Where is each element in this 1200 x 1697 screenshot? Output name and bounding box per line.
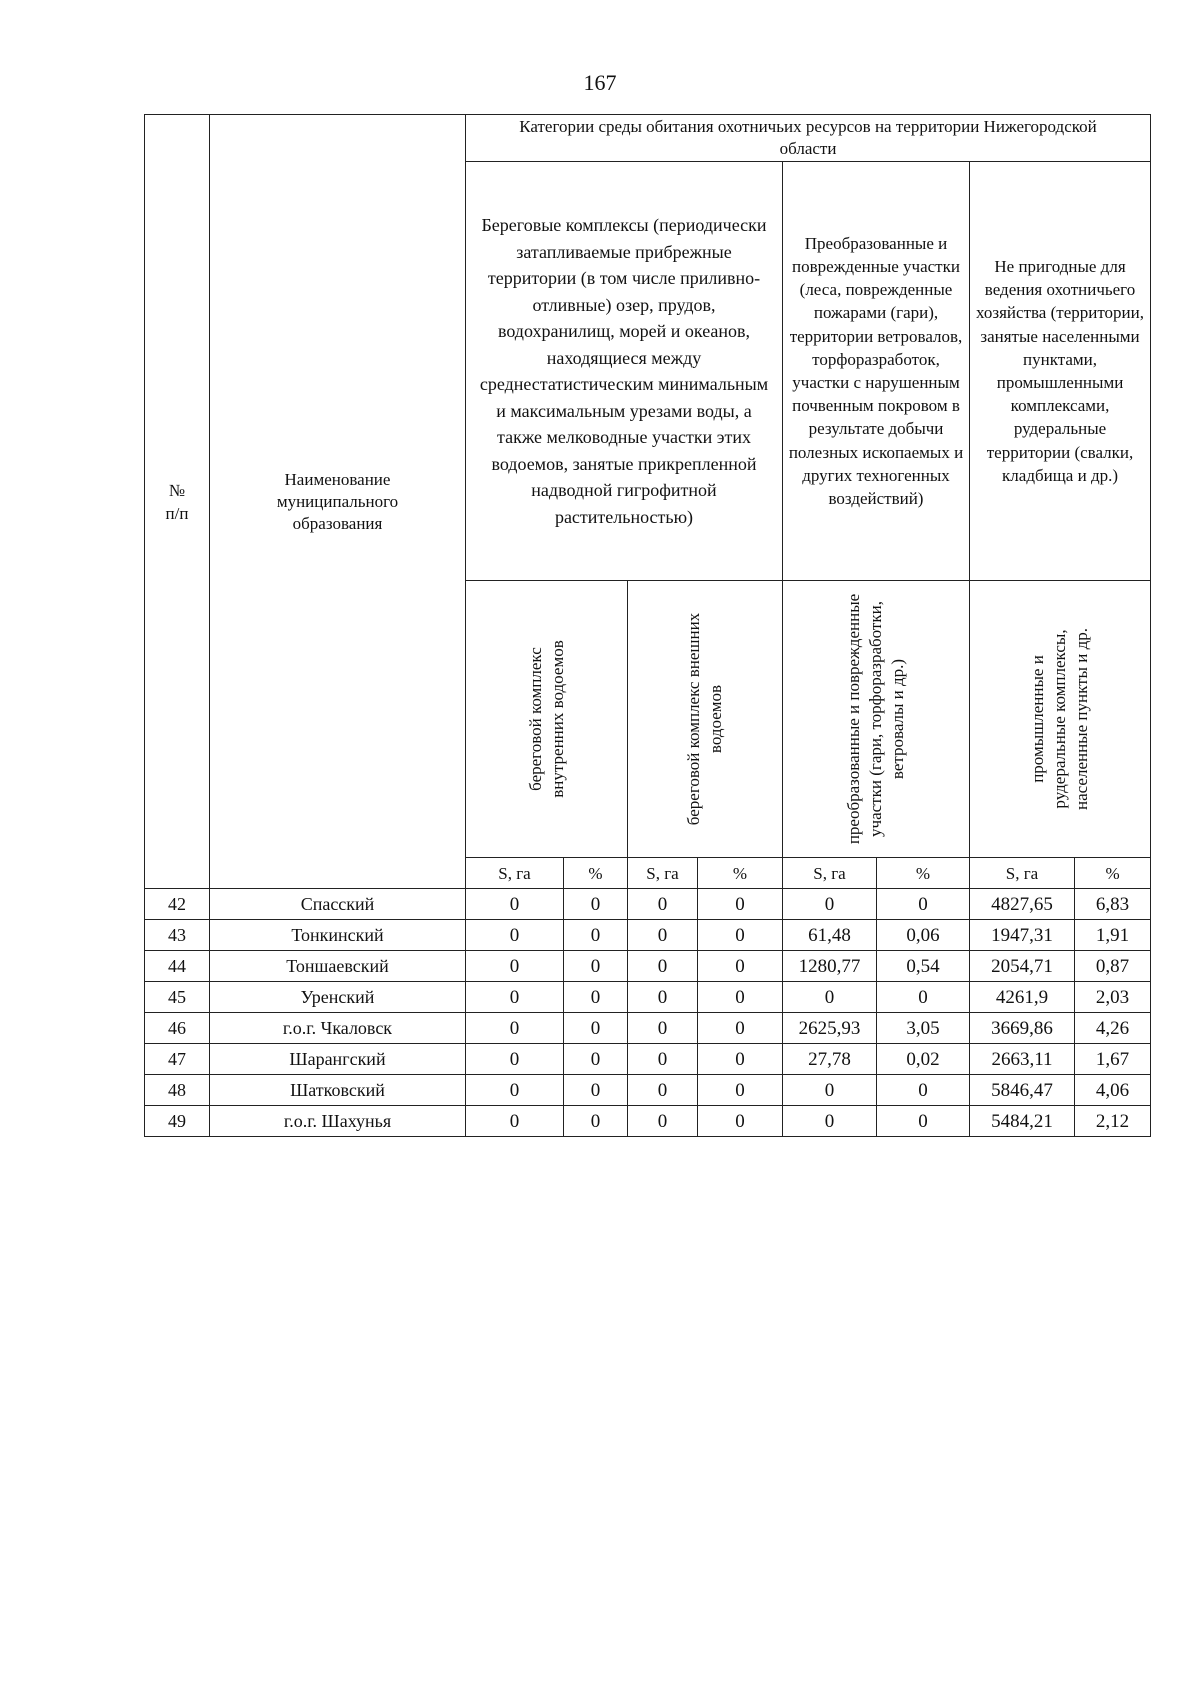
percent-cell: 0 [564, 951, 628, 982]
percent-cell: 0,06 [877, 920, 970, 951]
unit-area-1: S, га [466, 858, 564, 889]
area-cell: 0 [466, 1013, 564, 1044]
percent-cell: 0 [698, 1013, 783, 1044]
percent-cell: 0 [698, 1075, 783, 1106]
area-cell: 0 [628, 1013, 698, 1044]
area-cell: 0 [466, 1106, 564, 1137]
row-number: 48 [145, 1075, 210, 1106]
category-title-label: Категории среды обитания охотничьих ресурсов на территории Нижегородской области [519, 117, 1097, 158]
area-cell: 0 [466, 1044, 564, 1075]
percent-cell: 1,91 [1075, 920, 1151, 951]
municipality-name: Тонкинский [210, 920, 466, 951]
sub-header-outer-waters [628, 581, 783, 858]
unit-pct-4: % [1075, 858, 1151, 889]
percent-cell: 0 [564, 982, 628, 1013]
area-cell: 61,48 [783, 920, 877, 951]
area-cell: 0 [628, 889, 698, 920]
name-header-label: Наименование муниципального образования [276, 469, 399, 533]
group-coastal-header [466, 162, 783, 581]
percent-cell: 2,12 [1075, 1106, 1151, 1137]
unit-pct-1: % [564, 858, 628, 889]
percent-cell: 0 [564, 1075, 628, 1106]
area-cell: 0 [783, 982, 877, 1013]
row-number: 43 [145, 920, 210, 951]
area-cell: 0 [628, 920, 698, 951]
unit-area-2: S, га [628, 858, 698, 889]
row-number: 42 [145, 889, 210, 920]
area-cell: 27,78 [783, 1044, 877, 1075]
group-unsuitable-header [970, 162, 1151, 581]
percent-cell: 0 [877, 982, 970, 1013]
percent-cell: 0 [564, 920, 628, 951]
sub-header-transformed [783, 581, 970, 858]
num-header-label: № п/п [165, 480, 189, 523]
sub-header-inner-waters [466, 581, 628, 858]
area-cell: 0 [628, 1044, 698, 1075]
municipality-name: Тоншаевский [210, 951, 466, 982]
unit-pct-3: % [877, 858, 970, 889]
sub-header-inner-waters-label: береговой комплекс внутренних водоемов [525, 640, 567, 798]
area-cell: 0 [628, 982, 698, 1013]
area-cell: 0 [466, 951, 564, 982]
table-row [145, 1106, 1151, 1137]
row-number: 46 [145, 1013, 210, 1044]
area-cell: 5846,47 [970, 1075, 1075, 1106]
name-header [210, 115, 466, 889]
num-header [145, 115, 210, 889]
area-cell: 0 [783, 889, 877, 920]
unit-pct-2: % [698, 858, 783, 889]
percent-cell: 0 [698, 1106, 783, 1137]
row-number: 45 [145, 982, 210, 1013]
area-cell: 1947,31 [970, 920, 1075, 951]
page-number: 167 [583, 70, 617, 95]
area-cell: 4261,9 [970, 982, 1075, 1013]
percent-cell: 0 [698, 982, 783, 1013]
percent-cell: 0 [564, 889, 628, 920]
percent-cell: 3,05 [877, 1013, 970, 1044]
group-unsuitable-label: Не пригодные для ведения охотничьего хозяйства (территории, занятые населенными пунктами, промышленными комплексами, рудеральные территории (свалки, кладбища и др.) [976, 256, 1144, 485]
municipality-name: Спасский [210, 889, 466, 920]
group-transformed-label: Преобразованные и поврежденные участки (леса, поврежденные пожарами (гари), территории ветровалов, торфоразработок, участки с нарушенным почвенным покровом в результате добычи полезных ископаемых и других техногенных воздействий) [788, 233, 964, 509]
percent-cell: 4,26 [1075, 1013, 1151, 1044]
municipality-name: Уренский [210, 982, 466, 1013]
table-row [145, 951, 1151, 982]
area-cell: 2054,71 [970, 951, 1075, 982]
area-cell: 3669,86 [970, 1013, 1075, 1044]
group-transformed-header [783, 162, 970, 581]
row-number: 44 [145, 951, 210, 982]
percent-cell: 0 [698, 920, 783, 951]
area-cell: 4827,65 [970, 889, 1075, 920]
area-cell: 0 [466, 889, 564, 920]
habitat-table [144, 114, 1151, 1137]
area-cell: 0 [466, 1075, 564, 1106]
area-cell: 0 [783, 1106, 877, 1137]
sub-header-outer-waters-label: береговой комплекс внешних водоемов [684, 612, 725, 826]
area-cell: 0 [466, 982, 564, 1013]
table-row [145, 982, 1151, 1013]
municipality-name: Шатковский [210, 1075, 466, 1106]
sub-header-industrial-label: промышленные и рудеральные комплексы, населенные пункты и др. [1028, 628, 1092, 810]
percent-cell: 0 [698, 889, 783, 920]
percent-cell: 0 [564, 1013, 628, 1044]
area-cell: 0 [628, 1075, 698, 1106]
municipality-name: г.о.г. Шахунья [210, 1106, 466, 1137]
area-cell: 1280,77 [783, 951, 877, 982]
percent-cell: 0,02 [877, 1044, 970, 1075]
category-title [466, 115, 1151, 162]
group-coastal-label: Береговые комплексы (периодически затапливаемые прибрежные территории (в том числе приливно-отливные) озер, прудов, водохранилищ, морей и океанов, находящиеся между среднестатистическим минимальным и максимальным урезами воды, а также мелководные участки этих водоемов, занятые прикрепленной надводной гигрофитной растительностью) [479, 215, 769, 527]
area-cell: 0 [466, 920, 564, 951]
percent-cell: 1,67 [1075, 1044, 1151, 1075]
row-number: 49 [145, 1106, 210, 1137]
percent-cell: 2,03 [1075, 982, 1151, 1013]
percent-cell: 0 [877, 1075, 970, 1106]
table-row [145, 920, 1151, 951]
table-row [145, 1044, 1151, 1075]
percent-cell: 0 [877, 1106, 970, 1137]
percent-cell: 0 [698, 1044, 783, 1075]
percent-cell: 0 [698, 951, 783, 982]
unit-area-3: S, га [783, 858, 877, 889]
table-row [145, 889, 1151, 920]
unit-area-4: S, га [970, 858, 1075, 889]
percent-cell: 0 [564, 1044, 628, 1075]
table-row [145, 1075, 1151, 1106]
municipality-name: г.о.г. Чкаловск [210, 1013, 466, 1044]
area-cell: 2663,11 [970, 1044, 1075, 1075]
area-cell: 0 [628, 951, 698, 982]
area-cell: 0 [628, 1106, 698, 1137]
percent-cell: 0 [564, 1106, 628, 1137]
area-cell: 5484,21 [970, 1106, 1075, 1137]
area-cell: 0 [783, 1075, 877, 1106]
percent-cell: 4,06 [1075, 1075, 1151, 1106]
sub-header-industrial [970, 581, 1151, 858]
municipality-name: Шарангский [210, 1044, 466, 1075]
percent-cell: 6,83 [1075, 889, 1151, 920]
sub-header-transformed-label: преобразованные и поврежденные участки (гари, торфоразработки, ветровалы и др.) [844, 593, 907, 845]
percent-cell: 0,54 [877, 951, 970, 982]
row-number: 47 [145, 1044, 210, 1075]
percent-cell: 0 [877, 889, 970, 920]
table-row [145, 1013, 1151, 1044]
percent-cell: 0,87 [1075, 951, 1151, 982]
area-cell: 2625,93 [783, 1013, 877, 1044]
